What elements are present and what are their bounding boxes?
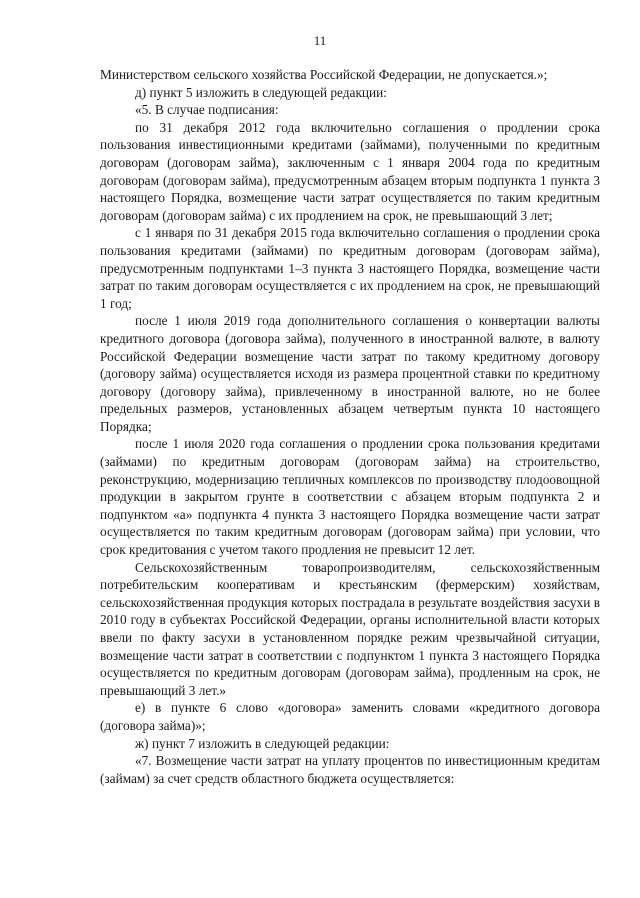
paragraph-continuation: Министерством сельского хозяйства Российской Федерации, не допускается.»; xyxy=(100,67,548,82)
paragraph-item-zh: ж) пункт 7 изложить в следующей редакции: xyxy=(135,735,390,751)
paragraph-item-d: д) пункт 5 изложить в следующей редакции: xyxy=(135,84,387,100)
paragraph-2019-currency-conversion: после 1 июля 2019 года дополнительного соглашения о конвертации валюты кредитного договора (договора займа), полученного в иностранной валюте, в валюту Российской Федерации возмещение части затрат по такому кредитному договору (договору займа) осуществляется исходя из размера процентной ставки по кредитному договору (договору займа), привлеченному в иностранной валюте, но не более предельных размеров, установленных абзацем четвертым пункта 10 настоящего Порядка; xyxy=(100,313,600,434)
paragraph-2020-greenhouse-loans: после 1 июля 2020 года соглашения о продлении срока пользования кредитами (займами) по кредитным договорам (договорам займа) на строительство, реконструкцию, модернизацию тепличных комплексов по производству плодоовощной продукции в закрытом грунте в соответствии с абзацем вторым подпункта 2 и подпунктом «а» подпункта 4 пункта 3 настоящего Порядка возмещение части затрат осуществляется по таким кредитным договорам (договорам займа) при условии, что срок кредитования с учетом такого продления не превысит 12 лет. xyxy=(100,436,600,558)
paragraph-point-5-heading: «5. В случае подписания: xyxy=(135,102,279,118)
paragraph-item-e: е) в пункте 6 слово «договора» заменить словами «кредитного договора (договора займа)»; xyxy=(100,700,600,733)
paragraph-2015-agreements: с 1 января по 31 декабря 2015 года включительно соглашения о продлении срока пользования кредитами (займами) по кредитным договорам (договорам займа), предусмотренным подпунктами 1–3 пункта 3 настоящего Порядка, возмещение части затрат по таким договорам осуществляется с их продлением на срок, не превышающий 1 год; xyxy=(100,225,600,311)
paragraph-drought-2010: Сельскохозяйственным товаропроизводителям, сельскохозяйственным потребительским кооперативам и крестьянским (фермерским) хозяйствам, сельскохозяйственная продукция которых пострадала в результате воздействия засухи в 2010 году в субъектах Российской Федерации, органы исполнительной власти которых ввели по факту засухи в установленном порядке режим чрезвычайной ситуации, возмещение части затрат в соответствии с подпунктом 1 пункта 3 настоящего Порядка осуществляется по кредитным договорам (договорам займа), продленным на срок, не превышающий 3 лет.» xyxy=(100,559,600,698)
document-body xyxy=(100,66,600,787)
page-number: 11 xyxy=(313,33,327,48)
paragraph-point-7: «7. Возмещение части затрат на уплату процентов по инвестиционным кредитам (займам) за счет средств областного бюджета осуществляется: xyxy=(100,753,600,786)
paragraph-2012-agreements: по 31 декабря 2012 года включительно соглашения о продлении срока пользования инвестиционными кредитами (займами), полученными по кредитным договорам (договорам займа), заключенным с 1 января 2004 года по кредитным договорам (договорам займа), предусмотренным абзацем вторым подпункта 1 пункта 3 настоящего Порядка, возмещение части затрат осуществляется по таким кредитным договорам (договорам займа) с их продлением на срок, не превышающий 3 лет; xyxy=(100,119,600,223)
